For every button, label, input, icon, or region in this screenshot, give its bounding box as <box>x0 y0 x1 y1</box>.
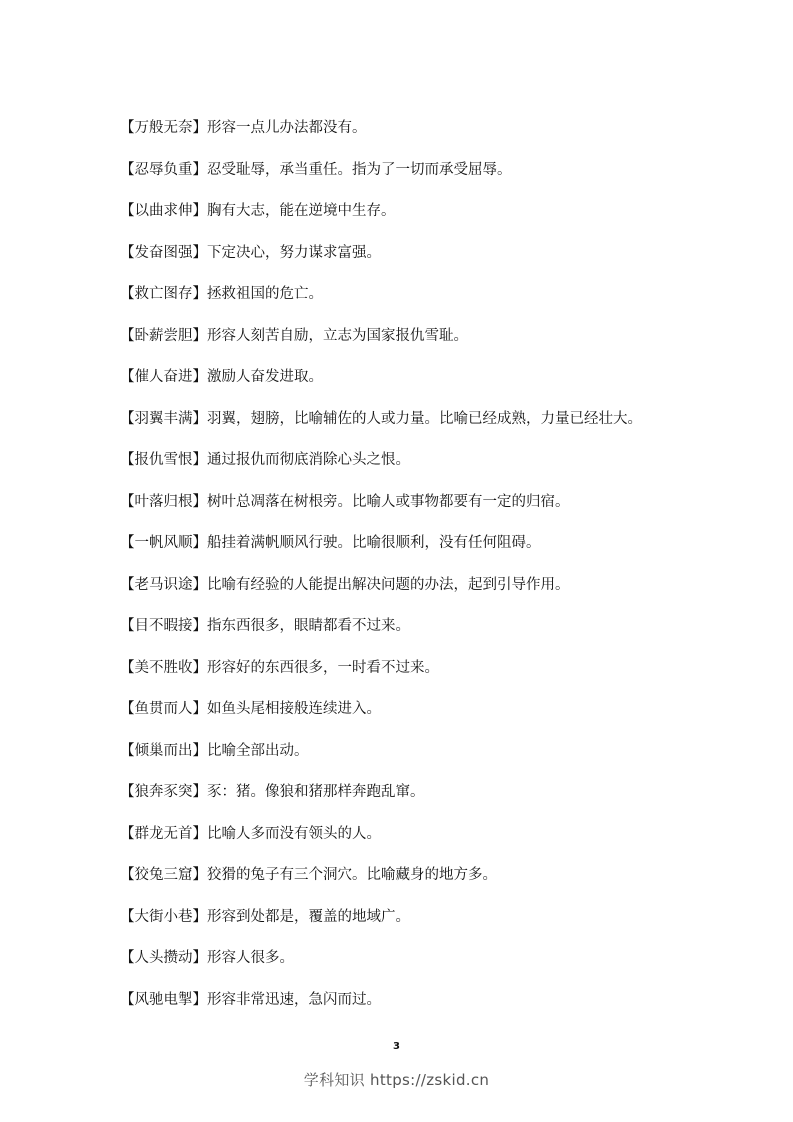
idiom-term: 【一帆风顺】 <box>120 535 207 551</box>
page-number: 3 <box>393 1041 400 1052</box>
idiom-definition: 下定决心，努力谋求富强。 <box>207 244 381 261</box>
idiom-entry <box>120 159 720 201</box>
idiom-definition: 树叶总凋落在树根旁。比喻人或事物都要有一定的归宿。 <box>207 493 570 510</box>
footer-watermark: 学科知识 https://zskid.cn <box>303 1071 490 1089</box>
idiom-entry <box>120 781 720 823</box>
idiom-entry <box>120 283 720 325</box>
idiom-term: 【叶落归根】 <box>120 493 207 510</box>
idiom-term: 【大街小巷】 <box>120 908 207 925</box>
idiom-definition: 形容到处都是，覆盖的地域广。 <box>207 908 410 925</box>
idiom-entry <box>120 449 720 491</box>
idiom-term: 【卧薪尝胆】 <box>120 327 207 344</box>
idiom-definition: 形容一点儿办法都没有。 <box>207 120 367 136</box>
idiom-definition: 忍受耻辱，承当重任。指为了一切而承受屈辱。 <box>207 161 512 178</box>
idiom-term: 【目不暇接】 <box>120 618 207 634</box>
idiom-definition: 形容非常迅速，急闪而过。 <box>207 991 381 1008</box>
idiom-entry <box>120 325 720 367</box>
idiom-term: 【发奋图强】 <box>120 244 207 261</box>
idiom-term: 【群龙无首】 <box>120 825 207 842</box>
idiom-term: 【鱼贯而人】 <box>120 701 207 717</box>
idiom-definition: 拯救祖国的危亡。 <box>207 286 323 302</box>
idiom-entry <box>120 864 720 906</box>
idiom-definition: 形容人刻苦自励，立志为国家报仇雪耻。 <box>207 327 468 344</box>
idiom-term: 【倾巢而出】 <box>120 742 207 759</box>
idiom-term: 【忍辱负重】 <box>120 161 207 178</box>
idiom-definition: 指东西很多，眼睛都看不过来。 <box>207 618 410 634</box>
idiom-entry <box>120 242 720 284</box>
idiom-definition: 船挂着满帆顺风行驶。比喻很顺利，没有任何阻碍。 <box>207 535 541 551</box>
idiom-entry <box>120 989 720 1031</box>
idiom-term: 【救亡图存】 <box>120 286 207 302</box>
idiom-term: 【以曲求伸】 <box>120 203 207 219</box>
idiom-definition: 豕：猪。像狼和猪那样奔跑乱窜。 <box>207 784 425 800</box>
idiom-term: 【万般无奈】 <box>120 120 207 136</box>
idiom-term: 【催人奋进】 <box>120 369 207 385</box>
idiom-entry <box>120 740 720 782</box>
idiom-definition: 通过报仇而彻底消除心头之恨。 <box>207 452 410 468</box>
idiom-entry <box>120 823 720 865</box>
idiom-entry <box>120 366 720 408</box>
idiom-term: 【人头攒动】 <box>120 950 207 966</box>
idiom-term: 【报仇雪恨】 <box>120 452 207 468</box>
idiom-entry <box>120 574 720 616</box>
idiom-definition: 羽翼，翅膀，比喻辅佐的人或力量。比喻已经成熟，力量已经壮大。 <box>207 410 642 427</box>
idiom-definition: 比喻人多而没有领头的人。 <box>207 825 381 842</box>
idiom-definition: 胸有大志，能在逆境中生存。 <box>207 203 396 219</box>
idiom-definition: 比喻有经验的人能提出解决问题的办法，起到引导作用。 <box>207 576 570 593</box>
idiom-term: 【羽翼丰满】 <box>120 410 207 427</box>
idiom-entry <box>120 532 720 574</box>
idiom-definition: 如鱼头尾相接般连续进入。 <box>207 701 381 717</box>
idiom-term: 【美不胜收】 <box>120 659 207 676</box>
idiom-entry <box>120 200 720 242</box>
idiom-entry <box>120 615 720 657</box>
idiom-entry <box>120 491 720 533</box>
idiom-definition: 激励人奋发进取。 <box>207 369 323 385</box>
idiom-definition: 形容人很多。 <box>207 950 294 966</box>
idiom-entry <box>120 408 720 450</box>
idiom-definition: 比喻全部出动。 <box>207 742 309 759</box>
idiom-entry <box>120 698 720 740</box>
idiom-term: 【狼奔豕突】 <box>120 784 207 800</box>
idiom-term: 【狡兔三窟】 <box>120 867 207 883</box>
idiom-definition: 形容好的东西很多，一时看不过来。 <box>207 659 439 676</box>
idiom-term: 【风驰电掣】 <box>120 991 207 1008</box>
idiom-entry <box>120 906 720 948</box>
idiom-entry <box>120 657 720 699</box>
idiom-entry <box>120 117 720 159</box>
idiom-term: 【老马识途】 <box>120 576 207 593</box>
idiom-definition: 狡猾的兔子有三个洞穴。比喻藏身的地方多。 <box>207 867 497 883</box>
idiom-entry <box>120 947 720 989</box>
idiom-list <box>120 117 720 1030</box>
